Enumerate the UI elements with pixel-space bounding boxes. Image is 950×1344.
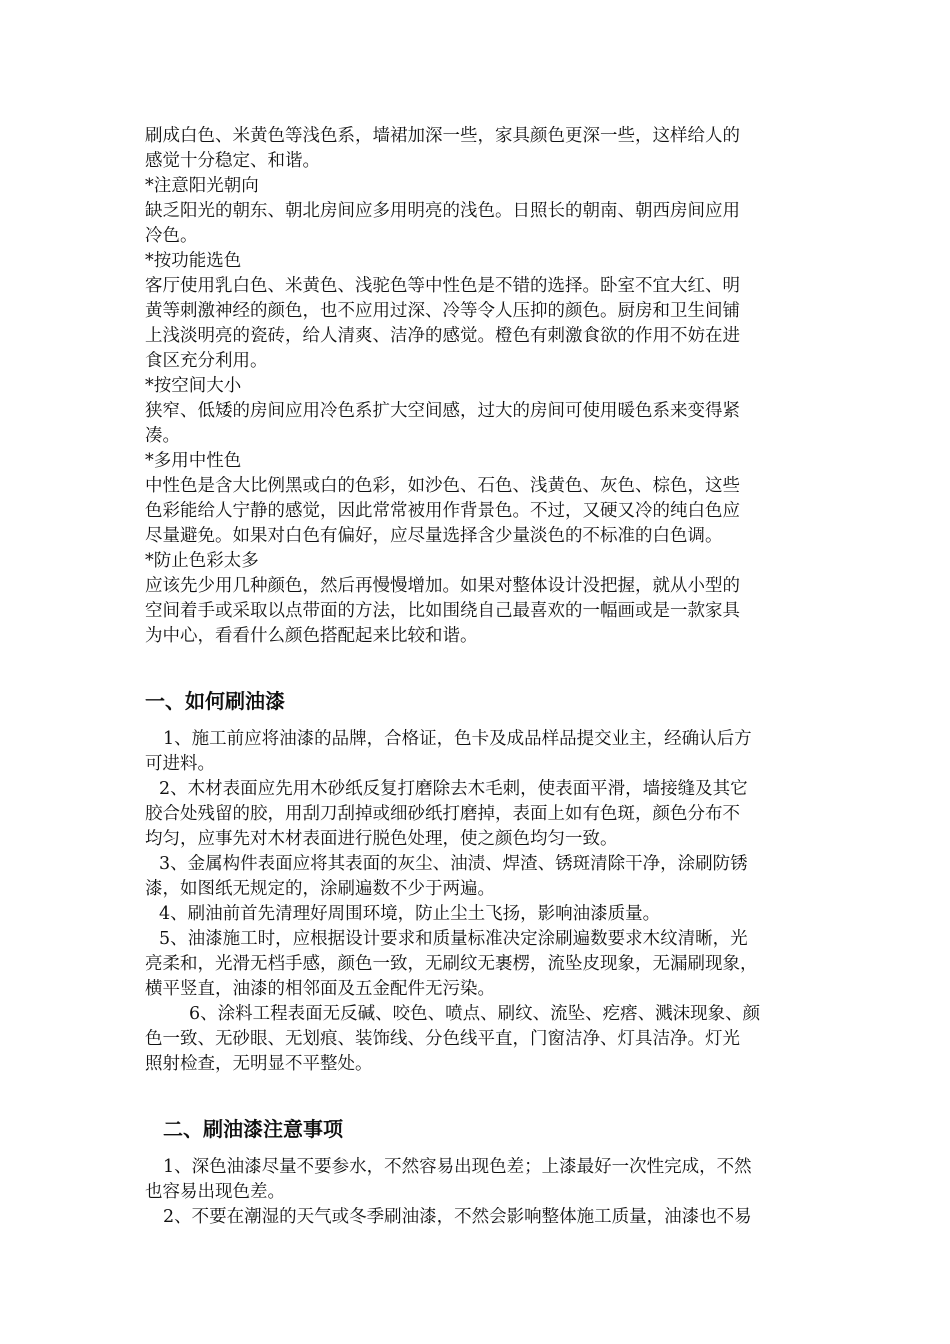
subheading-sunlight: *注意阳光朝向 <box>145 176 259 196</box>
paragraph-line: 黄等刺激神经的颜色，也不应用过深、冷等令人压抑的颜色。厨房和卫生间铺 <box>145 301 740 321</box>
list-item-line: 1、深色油漆尽量不要参水，不然容易出现色差；上漆最好一次性完成，不然 <box>163 1157 752 1177</box>
paragraph-line: 色彩能给人宁静的感觉，因此常常被用作背景色。不过，又硬又冷的纯白色应 <box>145 501 740 521</box>
paragraph-line: 冷色。 <box>145 226 198 246</box>
list-item-line: 亮柔和，光滑无档手感，颜色一致，无刷纹无裹楞，流坠皮现象，无漏刷现象， <box>145 954 758 974</box>
paragraph-line: 狭窄、低矮的房间应用冷色系扩大空间感，过大的房间可使用暖色系来变得紧 <box>145 401 740 421</box>
paragraph-line: 凑。 <box>145 426 180 446</box>
paragraph-line: 缺乏阳光的朝东、朝北房间应多用明亮的浅色。日照长的朝南、朝西房间应用 <box>145 201 740 221</box>
paragraph-line: 为中心，看看什么颜色搭配起来比较和谐。 <box>145 626 478 646</box>
document-body <box>145 124 825 1230</box>
list-item-line: 5、油漆施工时，应根据设计要求和质量标准决定涂刷遍数要求木纹清晰，光 <box>159 929 748 949</box>
list-item-line: 2、木材表面应先用木砂纸反复打磨除去木毛刺，使表面平滑，墙接缝及其它 <box>159 779 748 799</box>
list-item-line: 4、刷油前首先清理好周围环境，防止尘土飞扬，影响油漆质量。 <box>159 904 661 924</box>
paragraph-line: 客厅使用乳白色、米黄色、浅驼色等中性色是不错的选择。卧室不宜大红、明 <box>145 276 740 296</box>
section-heading-how-to-paint: 一、如何刷油漆 <box>145 689 285 713</box>
paragraph-line: 感觉十分稳定、和谐。 <box>145 151 320 171</box>
subheading-space-size: *按空间大小 <box>145 376 242 396</box>
list-item-line: 可进料。 <box>145 754 215 774</box>
paragraph-line: 尽量避免。如果对白色有偏好，应尽量选择含少量淡色的不标准的白色调。 <box>145 526 723 546</box>
list-item-line: 胶合处残留的胶，用刮刀刮掉或细砂纸打磨掉，表面上如有色斑，颜色分布不 <box>145 804 740 824</box>
paragraph-line: 应该先少用几种颜色，然后再慢慢增加。如果对整体设计没把握，就从小型的 <box>145 576 740 596</box>
list-item-line: 1、施工前应将油漆的品牌，合格证，色卡及成品样品提交业主，经确认后方 <box>163 729 752 749</box>
list-item-line: 6、涂料工程表面无反碱、咬色、喷点、刷纹、流坠、疙瘩、溅沫现象、颜 <box>189 1004 761 1024</box>
list-item-line: 照射检查，无明显不平整处。 <box>145 1054 373 1074</box>
list-item-line: 漆，如图纸无规定的，涂刷遍数不少于两遍。 <box>145 879 495 899</box>
list-item-line: 2、不要在潮湿的天气或冬季刷油漆，不然会影响整体施工质量，油漆也不易 <box>163 1207 752 1227</box>
paragraph-line: 刷成白色、米黄色等浅色系，墙裙加深一些，家具颜色更深一些，这样给人的 <box>145 126 740 146</box>
subheading-neutral-colors: *多用中性色 <box>145 451 242 471</box>
paragraph-line: 空间着手或采取以点带面的方法，比如围绕自己最喜欢的一幅画或是一款家具 <box>145 601 740 621</box>
list-item-line: 3、金属构件表面应将其表面的灰尘、油渍、焊渣、锈斑清除干净，涂刷防锈 <box>159 854 748 874</box>
list-item-line: 均匀，应事先对木材表面进行脱色处理，使之颜色均匀一致。 <box>145 829 618 849</box>
section-heading-painting-notes: 二、刷油漆注意事项 <box>163 1117 343 1141</box>
paragraph-line: 上浅淡明亮的瓷砖，给人清爽、洁净的感觉。橙色有刺激食欲的作用不妨在进 <box>145 326 740 346</box>
subheading-too-many-colors: *防止色彩太多 <box>145 551 259 571</box>
list-item-line: 色一致、无砂眼、无划痕、装饰线、分色线平直，门窗洁净、灯具洁净。灯光 <box>145 1029 740 1049</box>
list-item-line: 也容易出现色差。 <box>145 1182 285 1202</box>
paragraph-line: 中性色是含大比例黑或白的色彩，如沙色、石色、浅黄色、灰色、棕色，这些 <box>145 476 740 496</box>
subheading-function: *按功能选色 <box>145 251 242 271</box>
list-item-line: 横平竖直，油漆的相邻面及五金配件无污染。 <box>145 979 495 999</box>
paragraph-line: 食区充分利用。 <box>145 351 268 371</box>
